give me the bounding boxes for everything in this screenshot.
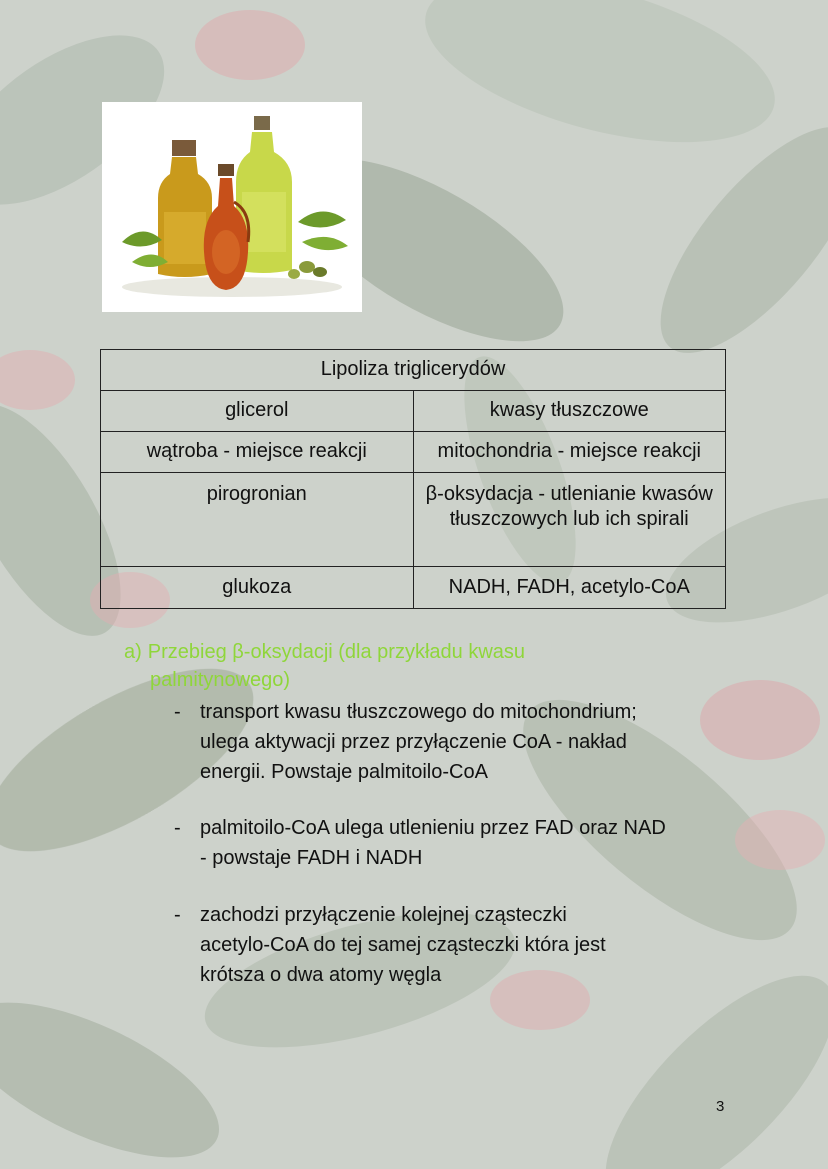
- bullet-line: krótsza o dwa atomy węgla: [200, 964, 442, 986]
- section-heading-line1: Przebieg β-oksydacji (dla przykładu kwasu: [147, 641, 526, 663]
- bullet-line: transport kwasu tłuszczowego do mitochondrium;: [200, 701, 637, 723]
- bullet-dash: -: [174, 817, 181, 839]
- section-heading: [124, 638, 644, 694]
- table-cell: NADH, FADH, acetylo-CoA: [413, 567, 726, 609]
- page-number: 3: [716, 1098, 725, 1115]
- table-cell: mitochondria - miejsce reakcji: [413, 432, 726, 473]
- bullet-line: energii. Powstaje palmitoilo-CoA: [200, 761, 488, 783]
- table-row: [101, 473, 726, 567]
- table-cell: pirogronian: [101, 473, 414, 567]
- table-cell: β-oksydacja - utlenianie kwasów tłuszczowych lub ich spirali: [413, 473, 726, 567]
- table-title: Lipoliza triglicerydów: [101, 350, 726, 391]
- bullet-line: ulega aktywacji przez przyłączenie CoA - nakład: [200, 731, 627, 753]
- bullet-line: palmitoilo-CoA ulega utlenieniu przez FAD oraz NAD: [200, 817, 666, 839]
- table-row: [101, 567, 726, 609]
- table-row: [101, 432, 726, 473]
- lipolysis-table: [100, 349, 726, 609]
- table-cell: wątroba - miejsce reakcji: [101, 432, 414, 473]
- oil-bottles-photo: [102, 102, 362, 312]
- table-cell: glukoza: [101, 567, 414, 609]
- table-cell: glicerol: [101, 391, 414, 432]
- bullet-dash: -: [174, 701, 181, 723]
- bullet-line: acetylo-CoA do tej samej cząsteczki która jest: [200, 934, 606, 956]
- section-letter: a): [124, 641, 142, 663]
- table-row: [101, 391, 726, 432]
- bullet-line: - powstaje FADH i NADH: [200, 847, 423, 869]
- bullet-dash: -: [174, 904, 181, 926]
- section-heading-line2: palmitynowego): [150, 669, 291, 691]
- table-cell: kwasy tłuszczowe: [413, 391, 726, 432]
- bullet-line: zachodzi przyłączenie kolejnej cząsteczki: [200, 904, 567, 926]
